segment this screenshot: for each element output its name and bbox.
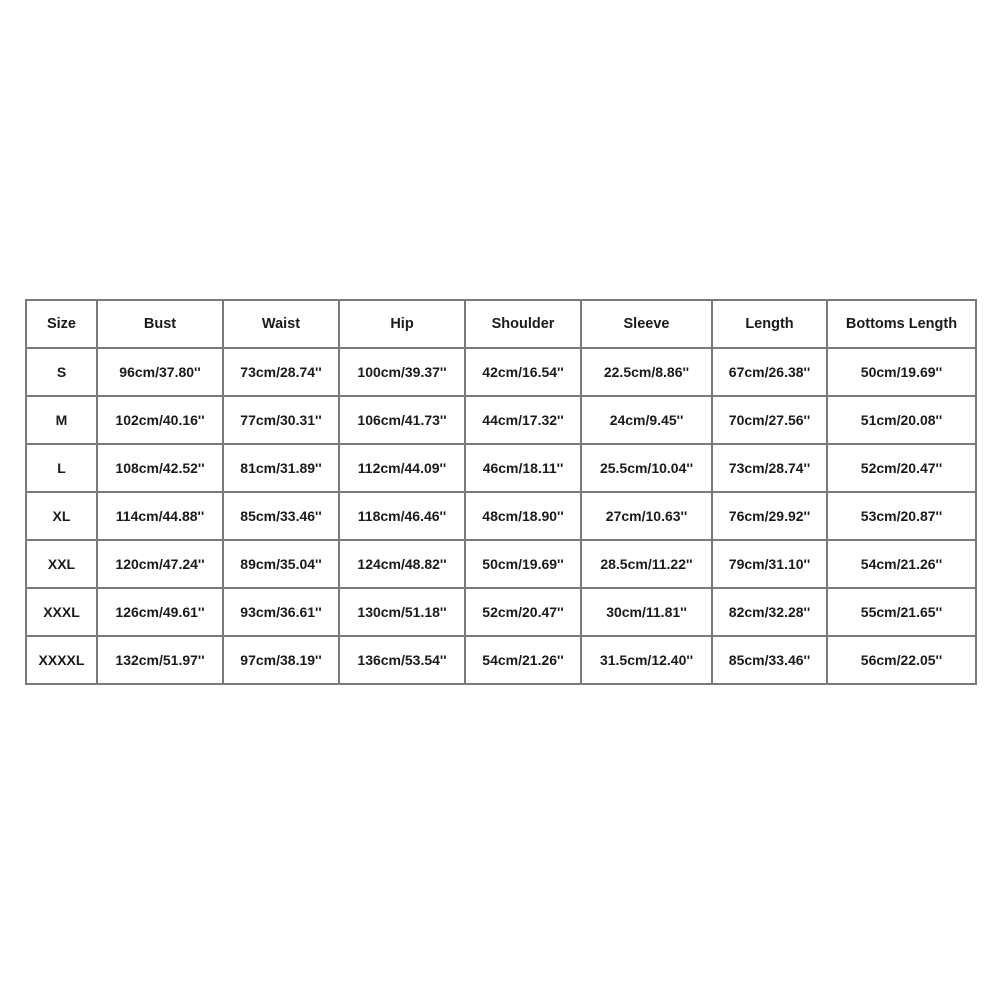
table-row [26,588,976,636]
bottoms-length-cell: 50cm/19.69'' [827,348,976,396]
size-chart-table [25,299,977,685]
bottoms-length-cell: 53cm/20.87'' [827,492,976,540]
shoulder-cell: 50cm/19.69'' [465,540,581,588]
length-cell: 67cm/26.38'' [712,348,827,396]
header-shoulder: Shoulder [465,300,581,348]
sleeve-cell: 31.5cm/12.40'' [581,636,712,684]
bust-cell: 114cm/44.88'' [97,492,223,540]
length-cell: 82cm/32.28'' [712,588,827,636]
sleeve-cell: 28.5cm/11.22'' [581,540,712,588]
shoulder-cell: 48cm/18.90'' [465,492,581,540]
bust-cell: 96cm/37.80'' [97,348,223,396]
hip-cell: 124cm/48.82'' [339,540,465,588]
sleeve-cell: 24cm/9.45'' [581,396,712,444]
hip-cell: 136cm/53.54'' [339,636,465,684]
shoulder-cell: 54cm/21.26'' [465,636,581,684]
length-cell: 76cm/29.92'' [712,492,827,540]
sleeve-cell: 25.5cm/10.04'' [581,444,712,492]
length-cell: 85cm/33.46'' [712,636,827,684]
table-row [26,492,976,540]
size-cell: M [26,396,97,444]
shoulder-cell: 52cm/20.47'' [465,588,581,636]
bottoms-length-cell: 54cm/21.26'' [827,540,976,588]
header-waist: Waist [223,300,339,348]
header-length: Length [712,300,827,348]
sleeve-cell: 27cm/10.63'' [581,492,712,540]
size-cell: L [26,444,97,492]
table-row [26,636,976,684]
size-cell: XL [26,492,97,540]
header-row [26,300,976,348]
bottoms-length-cell: 52cm/20.47'' [827,444,976,492]
header-bottoms-length: Bottoms Length [827,300,976,348]
table-row [26,444,976,492]
size-cell: XXL [26,540,97,588]
waist-cell: 81cm/31.89'' [223,444,339,492]
table-row [26,396,976,444]
shoulder-cell: 44cm/17.32'' [465,396,581,444]
header-size: Size [26,300,97,348]
bust-cell: 126cm/49.61'' [97,588,223,636]
sleeve-cell: 22.5cm/8.86'' [581,348,712,396]
hip-cell: 100cm/39.37'' [339,348,465,396]
waist-cell: 93cm/36.61'' [223,588,339,636]
bust-cell: 120cm/47.24'' [97,540,223,588]
waist-cell: 97cm/38.19'' [223,636,339,684]
waist-cell: 89cm/35.04'' [223,540,339,588]
waist-cell: 73cm/28.74'' [223,348,339,396]
sleeve-cell: 30cm/11.81'' [581,588,712,636]
header-hip: Hip [339,300,465,348]
bust-cell: 108cm/42.52'' [97,444,223,492]
shoulder-cell: 42cm/16.54'' [465,348,581,396]
table-row [26,540,976,588]
header-sleeve: Sleeve [581,300,712,348]
waist-cell: 85cm/33.46'' [223,492,339,540]
table-row [26,348,976,396]
bust-cell: 132cm/51.97'' [97,636,223,684]
shoulder-cell: 46cm/18.11'' [465,444,581,492]
hip-cell: 118cm/46.46'' [339,492,465,540]
size-cell: S [26,348,97,396]
bust-cell: 102cm/40.16'' [97,396,223,444]
waist-cell: 77cm/30.31'' [223,396,339,444]
size-cell: XXXXL [26,636,97,684]
bottoms-length-cell: 51cm/20.08'' [827,396,976,444]
length-cell: 70cm/27.56'' [712,396,827,444]
hip-cell: 130cm/51.18'' [339,588,465,636]
bottoms-length-cell: 55cm/21.65'' [827,588,976,636]
hip-cell: 106cm/41.73'' [339,396,465,444]
header-bust: Bust [97,300,223,348]
size-cell: XXXL [26,588,97,636]
bottoms-length-cell: 56cm/22.05'' [827,636,976,684]
length-cell: 79cm/31.10'' [712,540,827,588]
length-cell: 73cm/28.74'' [712,444,827,492]
hip-cell: 112cm/44.09'' [339,444,465,492]
